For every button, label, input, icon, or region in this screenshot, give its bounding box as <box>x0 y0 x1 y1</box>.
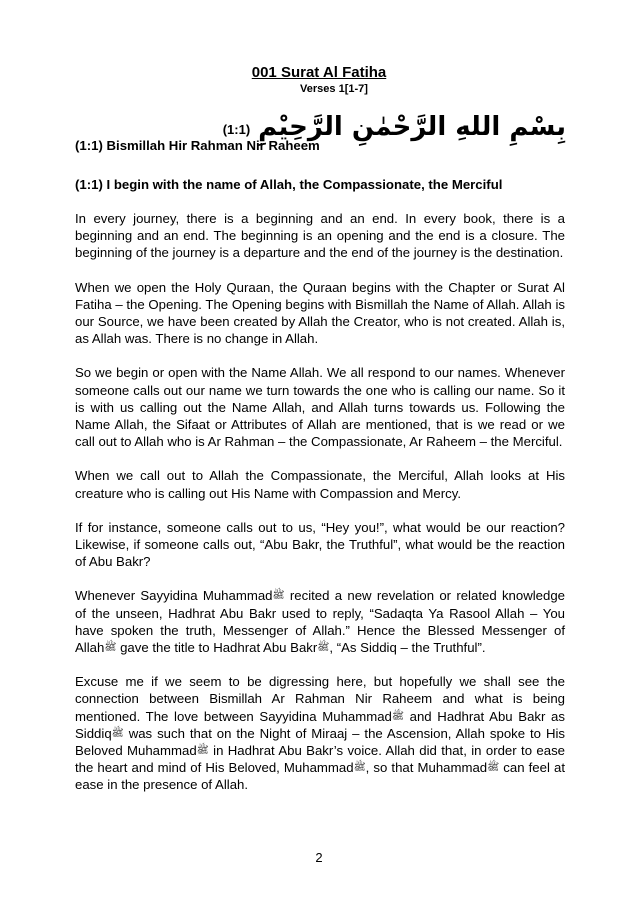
paragraph-6 <box>75 587 565 656</box>
paragraph-6-text-a: Whenever Sayyidina Muhammad <box>75 588 273 604</box>
honorific-pbuh-icon: ﷺ <box>104 642 117 654</box>
paragraph-7-text-e: , so that Muhammad <box>365 760 488 776</box>
honorific-ra-icon: ﷺ <box>317 642 330 654</box>
honorific-pbuh-icon: ﷺ <box>487 762 500 774</box>
body-content <box>75 137 565 794</box>
paragraph-6-text-d: , “As Siddiq – the Truthful”. <box>329 640 486 656</box>
transliteration-heading: (1:1) Bismillah Hir Rahman Nir Raheem <box>75 138 320 153</box>
translation-heading: (1:1) I begin with the name of Allah, the Compassionate, the Merciful <box>75 177 503 192</box>
paragraph-7-text-c: was such that on the Night of Miraaj – the Ascension, Allah spoke to His Beloved Muhammad <box>75 725 565 759</box>
arabic-verse-text: بِسْمِ اللهِ الرَّحْمٰنِ الرَّحِيْمِ <box>258 112 566 142</box>
paragraph-6-text-c: gave the title to Hadhrat Abu Bakr <box>116 640 318 656</box>
arabic-verse-reference: (1:1) <box>222 122 251 137</box>
paragraph-4: When we call out to Allah the Compassionate, the Merciful, Allah looks at His creature who is calling out His Name with Compassion and Mercy. <box>75 468 565 501</box>
honorific-pbuh-icon: ﷺ <box>353 762 366 774</box>
paragraph-2: When we open the Holy Quraan, the Quraan begins with the Chapter or Surat Al Fatiha – the Opening. The Opening begins with Bismillah the Name of Allah. Allah is our Source, we have been created by Allah the Creator, who is not created. Allah is, as Allah was. There is no change in Allah. <box>75 279 565 347</box>
honorific-ra-icon: ﷺ <box>111 727 124 739</box>
page-number: 2 <box>315 850 323 865</box>
paragraph-7 <box>75 673 565 793</box>
paragraph-7-text-a: Excuse me if we seem to be digressing here, but hopefully we shall see the connection between Bismillah Ar Rahman Nir Raheem and what is being mentioned. The love between Sayyidina Muhammad <box>75 674 565 724</box>
paragraph-5: If for instance, someone calls out to us, “Hey you!”, what would be our reaction? Likewise, if someone calls out, “Abu Bakr, the Truthful”, what would be the reaction of Abu Bakr? <box>75 519 565 570</box>
honorific-pbuh-icon: ﷺ <box>196 745 209 757</box>
paragraph-3: So we begin or open with the Name Allah. We all respond to our names. Whenever someone calls out our name we turn towards the one who is calling our name. So it is with us calling out the Name Allah, and Allah turns towards us. Following the Name Allah, the Sifaat or Attributes of Allah are mentioned, that is we read or we call out to Allah who is Ar Rahman – the Compassionate, Ar Raheem – the Merciful. <box>75 365 565 450</box>
honorific-pbuh-icon: ﷺ <box>391 710 404 722</box>
paragraph-7-text-d: in Hadhrat Abu Bakr’s voice. Allah did that, in order to ease the heart and mind of His Beloved, Muhammad <box>75 743 565 776</box>
paragraph-1: In every journey, there is a beginning and an end. In every book, there is a beginning and an end. The beginning is an opening and the end is a closure. The beginning of the journey is a departure and the end of the journey is the destination. <box>75 211 565 261</box>
honorific-pbuh-icon: ﷺ <box>272 590 285 602</box>
page-title: 001 Surat Al Fatiha <box>251 64 387 81</box>
paragraph-7-text-f: can feel at ease in the presence of Allah. <box>75 760 565 793</box>
paragraph-7-text-b: and Hadhrat Abu Bakr as Siddiq <box>75 708 565 741</box>
paragraph-6-text-b: recited a new revelation or related knowledge of the unseen, Hadhrat Abu Bakr used to reply, “Sadaqta Ya Rasool Allah – You have spoken the truth, Messenger of Allah.” Hence the Blessed Messenger of Allah <box>75 588 565 656</box>
verses-subtitle: Verses 1[1-7] <box>300 83 368 95</box>
